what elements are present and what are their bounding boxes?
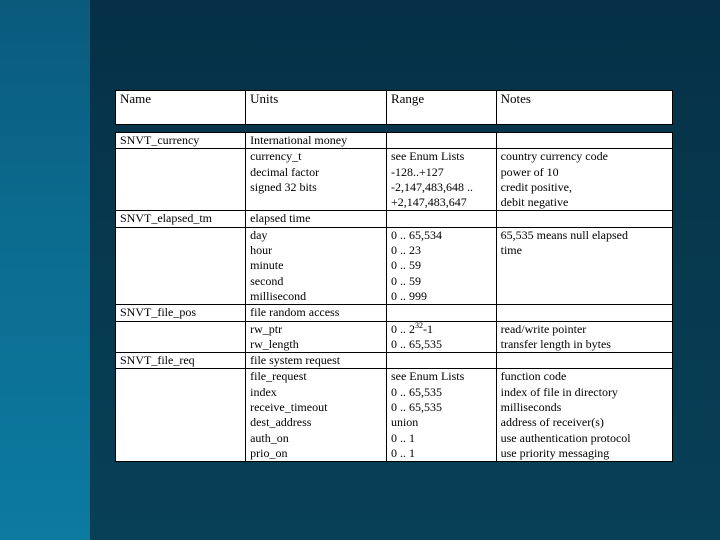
snvt-name: SNVT_currency <box>116 133 246 149</box>
field-list: rw_ptr rw_length <box>246 321 387 353</box>
notes-list: country currency code power of 10 credit positive, debit negative <box>496 149 672 211</box>
table-row <box>116 133 673 149</box>
table-row <box>116 227 673 304</box>
snvt-name: SNVT_file_pos <box>116 305 246 321</box>
header-row <box>116 91 673 125</box>
snvt-title: file random access <box>246 305 387 321</box>
table-row <box>116 305 673 321</box>
header-range: Range <box>386 91 496 125</box>
header-units: Units <box>246 91 387 125</box>
table-row <box>116 369 673 462</box>
header-table <box>115 90 673 125</box>
left-accent-band <box>0 0 90 540</box>
notes-list: 65,535 means null elapsed time <box>496 227 672 304</box>
table-row <box>116 321 673 353</box>
header-notes: Notes <box>496 91 672 125</box>
range-list: see Enum Lists -128..+127 -2,147,483,648 .. +2,147,483,647 <box>386 149 496 211</box>
snvt-title: International money <box>246 133 387 149</box>
notes-list: function code index of file in directory milliseconds address of receiver(s) use authentication protocol use priority messaging <box>496 369 672 462</box>
snvt-table <box>115 132 673 462</box>
range-list: 0 .. $2^{32}-1$ 0 .. 65,535 <box>386 321 496 353</box>
range-list: see Enum Lists 0 .. 65,535 0 .. 65,535 union 0 .. 1 0 .. 1 <box>386 369 496 462</box>
table-row <box>116 149 673 211</box>
field-list: day hour minute second millisecond <box>246 227 387 304</box>
header-name: Name <box>116 91 246 125</box>
table-row <box>116 353 673 369</box>
notes-list: read/write pointer transfer length in bytes <box>496 321 672 353</box>
field-list: file_request index receive_timeout dest_address auth_on prio_on <box>246 369 387 462</box>
range-power-of-two: 0 .. $2^{32}-1$ <box>390 320 433 336</box>
field-list: currency_t decimal factor signed 32 bits <box>246 149 387 211</box>
table-row <box>116 211 673 227</box>
range-list: 0 .. 65,534 0 .. 23 0 .. 59 0 .. 59 0 .. 999 <box>386 227 496 304</box>
snvt-title: elapsed time <box>246 211 387 227</box>
snvt-name: SNVT_file_req <box>116 353 246 369</box>
snvt-name: SNVT_elapsed_tm <box>116 211 246 227</box>
snvt-title: file system request <box>246 353 387 369</box>
